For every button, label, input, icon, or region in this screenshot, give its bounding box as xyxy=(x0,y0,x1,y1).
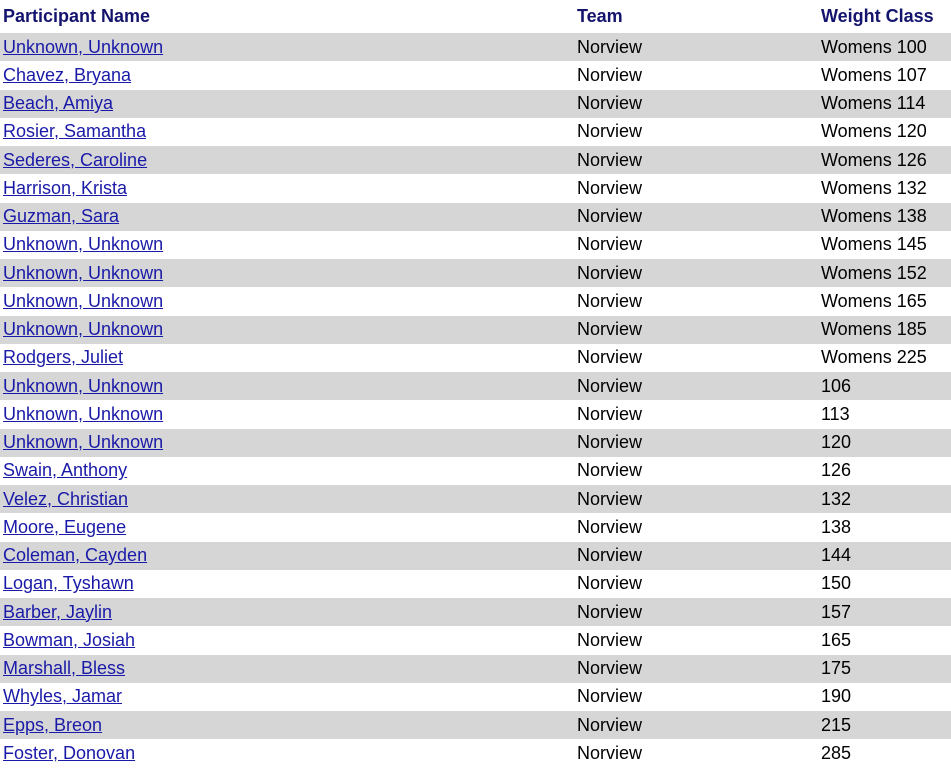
table-row xyxy=(0,429,951,457)
weight-class-cell: Womens 138 xyxy=(818,203,951,231)
weight-class-cell: 120 xyxy=(818,429,951,457)
participant-name-link[interactable]: Unknown, Unknown xyxy=(3,36,164,57)
participant-name-link[interactable]: Harrison, Krista xyxy=(3,177,128,198)
participant-name-header: Participant Name xyxy=(3,6,151,26)
weight-class-cell: Womens 165 xyxy=(821,290,927,311)
table-row xyxy=(0,231,951,259)
table-row xyxy=(0,739,951,767)
table-body xyxy=(0,33,951,768)
weight-class-cell: Womens 114 xyxy=(818,90,951,118)
weight-class-cell: 106 xyxy=(818,372,951,400)
participant-name-link[interactable]: Logan, Tyshawn xyxy=(3,573,134,594)
participant-name-link[interactable]: Unknown, Unknown xyxy=(3,262,164,283)
team-cell: Norview xyxy=(577,573,643,594)
participant-name-cell xyxy=(0,739,574,767)
team-cell: Norview xyxy=(574,598,818,626)
participant-name-cell xyxy=(0,457,574,485)
table-row xyxy=(0,457,951,485)
weight-class-cell: Womens 132 xyxy=(821,177,927,198)
weight-class-cell: Womens 100 xyxy=(818,33,951,61)
participant-name-link[interactable]: Guzman, Sara xyxy=(3,206,120,227)
weight-class-cell: 157 xyxy=(818,598,951,626)
participant-name-cell xyxy=(0,316,574,344)
table-row xyxy=(0,203,951,231)
participant-name-link[interactable]: Unknown, Unknown xyxy=(3,234,164,255)
team-cell: Norview xyxy=(577,742,643,763)
participant-name-cell xyxy=(0,118,574,146)
table-row xyxy=(0,598,951,626)
table-row xyxy=(0,570,951,598)
table-row xyxy=(0,655,951,683)
team-cell: Norview xyxy=(574,485,818,513)
participant-name-link[interactable]: Unknown, Unknown xyxy=(3,375,164,396)
team-cell: Norview xyxy=(577,686,643,707)
team-cell: Norview xyxy=(577,290,643,311)
participant-name-link[interactable]: Bowman, Josiah xyxy=(3,629,136,650)
participant-name-cell xyxy=(0,231,574,259)
table-row xyxy=(0,259,951,287)
table-row xyxy=(0,90,951,118)
team-cell: Norview xyxy=(577,516,643,537)
participant-name-cell xyxy=(0,259,574,287)
table-row xyxy=(0,711,951,739)
team-cell: Norview xyxy=(574,33,818,61)
table-row xyxy=(0,485,951,513)
participant-name-cell xyxy=(0,655,574,683)
team-cell: Norview xyxy=(577,403,643,424)
table-row xyxy=(0,626,951,654)
participant-name-link[interactable]: Unknown, Unknown xyxy=(3,290,164,311)
weight-class-cell: Womens 152 xyxy=(818,259,951,287)
team-cell: Norview xyxy=(577,121,643,142)
table-row xyxy=(0,287,951,315)
participant-name-cell xyxy=(0,90,574,118)
team-header: Team xyxy=(577,6,623,26)
participant-name-link[interactable]: Foster, Donovan xyxy=(3,742,136,763)
participant-name-link[interactable]: Whyles, Jamar xyxy=(3,686,123,707)
table-row xyxy=(0,61,951,89)
participant-name-link[interactable]: Swain, Anthony xyxy=(3,460,128,481)
participant-name-cell xyxy=(0,513,574,541)
participant-name-link[interactable]: Rodgers, Juliet xyxy=(3,347,124,368)
weight-class-cell: 150 xyxy=(821,573,852,594)
participant-name-cell xyxy=(0,344,574,372)
weight-class-cell: 138 xyxy=(821,516,852,537)
weight-class-cell: 113 xyxy=(821,403,850,424)
participant-name-cell xyxy=(0,287,574,315)
table-row xyxy=(0,344,951,372)
participant-name-link[interactable]: Unknown, Unknown xyxy=(3,403,164,424)
participant-name-cell xyxy=(0,146,574,174)
participant-name-link[interactable]: Coleman, Cayden xyxy=(3,545,148,566)
team-cell: Norview xyxy=(574,655,818,683)
weight-class-cell: 175 xyxy=(818,655,951,683)
weight-class-cell: 144 xyxy=(818,542,951,570)
table-row xyxy=(0,33,951,61)
weight-class-cell: Womens 120 xyxy=(821,121,927,142)
participant-name-cell xyxy=(0,598,574,626)
participant-name-link[interactable]: Rosier, Samantha xyxy=(3,121,147,142)
table-row xyxy=(0,118,951,146)
table-row xyxy=(0,400,951,428)
team-cell: Norview xyxy=(577,177,643,198)
table-row xyxy=(0,372,951,400)
weight-class-cell: 190 xyxy=(821,686,852,707)
participant-name-link[interactable]: Beach, Amiya xyxy=(3,93,114,114)
team-cell: Norview xyxy=(574,203,818,231)
participant-name-cell xyxy=(0,626,574,654)
participant-name-cell xyxy=(0,683,574,711)
weight-class-cell: Womens 107 xyxy=(821,64,927,85)
weight-class-cell: 126 xyxy=(821,460,852,481)
participant-name-cell xyxy=(0,570,574,598)
participant-name-link[interactable]: Unknown, Unknown xyxy=(3,319,164,340)
team-cell: Norview xyxy=(577,234,643,255)
participant-name-cell xyxy=(0,174,574,202)
participant-name-cell xyxy=(0,485,574,513)
team-cell: Norview xyxy=(574,259,818,287)
participant-name-link[interactable]: Marshall, Bless xyxy=(3,658,126,679)
table-row xyxy=(0,316,951,344)
team-cell: Norview xyxy=(577,460,643,481)
team-cell: Norview xyxy=(574,372,818,400)
participant-name-cell xyxy=(0,429,574,457)
team-cell: Norview xyxy=(574,429,818,457)
team-cell: Norview xyxy=(577,347,643,368)
participant-name-cell xyxy=(0,203,574,231)
participant-name-link[interactable]: Velez, Christian xyxy=(3,488,129,509)
participant-name-link[interactable]: Epps, Breon xyxy=(3,714,103,735)
participant-name-link[interactable]: Unknown, Unknown xyxy=(3,432,164,453)
weight-class-cell: Womens 145 xyxy=(821,234,927,255)
weight-class-cell: 215 xyxy=(818,711,951,739)
team-cell: Norview xyxy=(574,316,818,344)
team-cell: Norview xyxy=(574,146,818,174)
table-row xyxy=(0,174,951,202)
team-cell: Norview xyxy=(577,64,643,85)
participant-name-cell xyxy=(0,542,574,570)
weight-class-cell: Womens 126 xyxy=(818,146,951,174)
weight-class-cell: 165 xyxy=(821,629,852,650)
table-row xyxy=(0,542,951,570)
weight-class-cell: Womens 185 xyxy=(818,316,951,344)
participant-name-cell xyxy=(0,33,574,61)
participant-name-link[interactable]: Sederes, Caroline xyxy=(3,149,148,170)
team-cell: Norview xyxy=(574,90,818,118)
participant-name-link[interactable]: Chavez, Bryana xyxy=(3,64,132,85)
participant-name-cell xyxy=(0,61,574,89)
weight-class-cell: Womens 225 xyxy=(821,347,927,368)
participant-name-link[interactable]: Moore, Eugene xyxy=(3,516,127,537)
team-cell: Norview xyxy=(574,711,818,739)
weight-class-cell: 285 xyxy=(821,742,852,763)
weight-class-cell: 132 xyxy=(818,485,951,513)
participant-name-link[interactable]: Barber, Jaylin xyxy=(3,601,113,622)
participant-name-cell xyxy=(0,711,574,739)
table-row xyxy=(0,683,951,711)
weight-class-header: Weight Class xyxy=(821,6,934,26)
team-cell: Norview xyxy=(574,542,818,570)
participant-name-cell xyxy=(0,400,574,428)
table-row xyxy=(0,146,951,174)
participant-name-cell xyxy=(0,372,574,400)
header-row xyxy=(0,0,951,33)
table-row xyxy=(0,513,951,541)
team-cell: Norview xyxy=(577,629,643,650)
table-header xyxy=(0,0,951,33)
